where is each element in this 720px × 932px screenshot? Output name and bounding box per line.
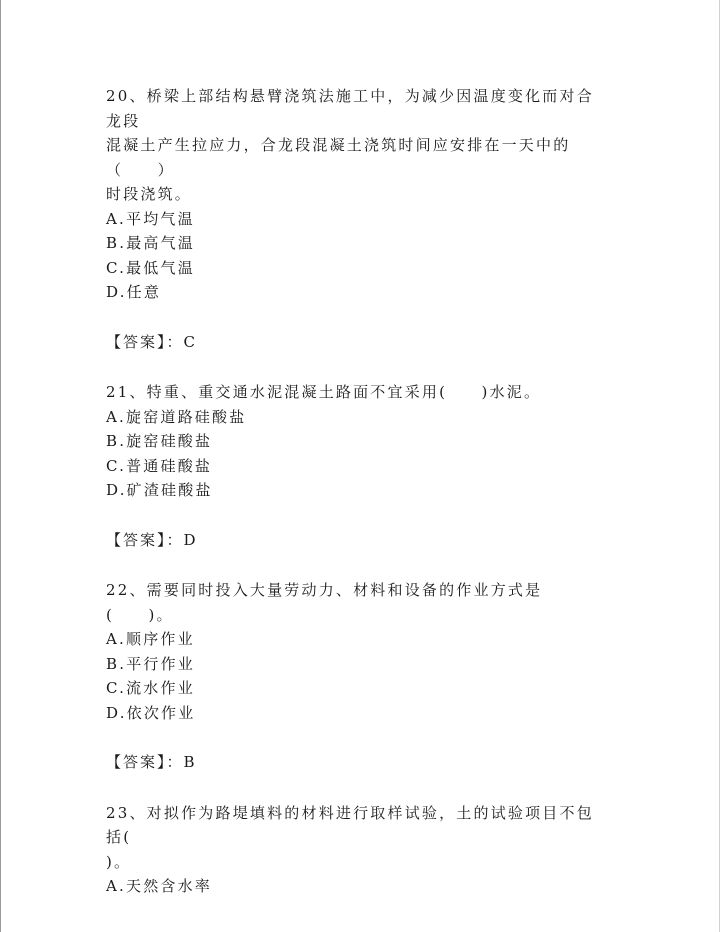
option-d: D.矿渣硅酸盐 <box>106 481 213 499</box>
option-d: D.依次作业 <box>106 703 196 722</box>
option-c: C.普通硅酸盐 <box>106 456 213 475</box>
question-spacer <box>106 552 606 578</box>
option-b: B.旋窑硅酸盐 <box>106 432 213 450</box>
option-c: C.最低气温 <box>106 258 195 277</box>
option-c: C.流水作业 <box>106 679 195 697</box>
answer-label: 【答案】：D <box>106 530 198 549</box>
question-spacer <box>106 354 606 380</box>
option-a: A.顺序作业 <box>106 630 195 648</box>
question-20 <box>106 84 606 354</box>
question-stem-line: 23、对拟作为路堤填料的材料进行取样试验，土的试验项目不包括( <box>106 803 594 846</box>
question-22 <box>106 578 606 775</box>
question-stem-line: 22、需要同时投入大量劳动力、材料和设备的作业方式是( )。 <box>106 581 543 624</box>
option-b: B.最高气温 <box>106 234 195 252</box>
option-b: B.平行作业 <box>106 654 195 673</box>
question-stem-line: )。 <box>106 852 132 871</box>
option-a: A.平均气温 <box>106 209 195 228</box>
question-stem-line: 时段浇筑。 <box>106 185 193 203</box>
option-d: D.任意 <box>106 283 162 301</box>
document-body <box>106 84 606 899</box>
page-left-border <box>0 0 1 932</box>
question-spacer <box>106 775 606 801</box>
question-stem-line: 21、特重、重交通水泥混凝土路面不宜采用( )水泥。 <box>106 383 542 401</box>
question-21 <box>106 380 606 552</box>
option-a: A.天然含水率 <box>106 877 213 895</box>
question-stem-line: 混凝土产生拉应力，合龙段混凝土浇筑时间应安排在一天中的（ ） <box>106 136 571 179</box>
option-a: A.旋窑道路硅酸盐 <box>106 407 247 426</box>
question-23 <box>106 801 606 899</box>
answer-label: 【答案】：B <box>106 753 197 771</box>
question-stem-line: 20、桥梁上部结构悬臂浇筑法施工中，为减少因温度变化而对合龙段 <box>106 87 594 130</box>
answer-label: 【答案】：C <box>106 332 197 351</box>
